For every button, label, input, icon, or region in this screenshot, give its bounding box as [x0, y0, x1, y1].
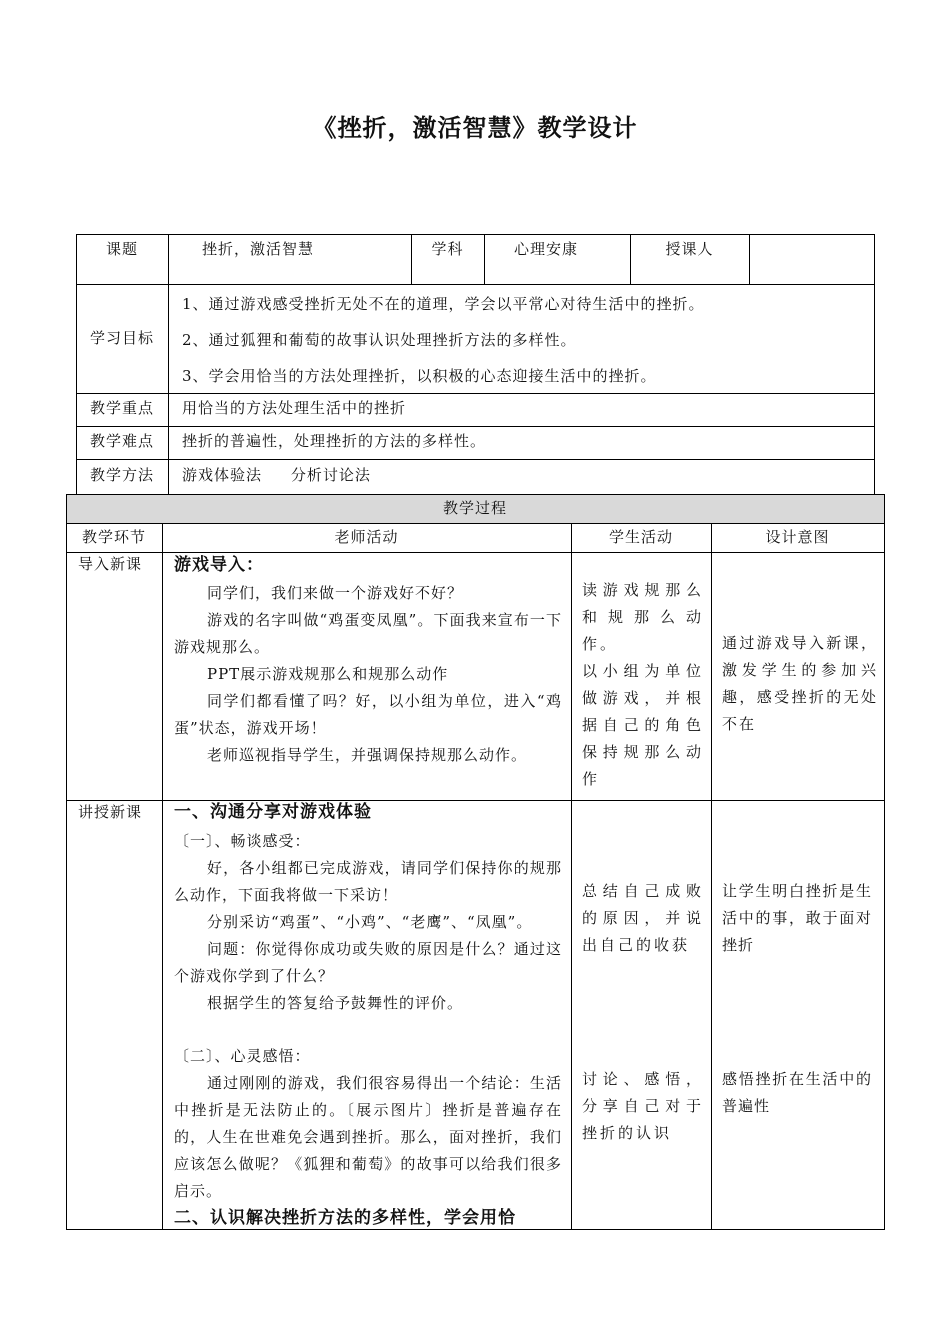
teacher-line: 同学们，我们来做一个游戏好不好？	[207, 584, 464, 602]
column-header: 教学环节	[81, 528, 146, 546]
teacher-activity	[174, 1070, 562, 1205]
design-intent: 让学生明白挫折是生活中的事，敢于面对挫折	[722, 882, 872, 954]
teacher-line: 游戏的名字叫做“鸡蛋变凤凰”。下面我来宣布一下游戏规那么。	[174, 611, 562, 656]
teacher-line: 老师巡视指导学生，并强调保持规那么动作。	[207, 746, 528, 764]
teacher-line: 分别采访“鸡蛋”、“小鸡”、“老鹰”、“凤凰”。	[207, 913, 533, 931]
document-title: 《挫折，激活智慧》教学设计	[312, 114, 638, 142]
focus-label: 教学重点	[89, 399, 154, 417]
teacher-heading: 一、沟通分享对游戏体验	[174, 802, 372, 822]
teacher-label: 授课人	[665, 240, 714, 258]
subject-label: 学科	[431, 240, 464, 258]
teacher-heading: 二、认识解决挫折方法的多样性，学会用恰	[174, 1208, 516, 1228]
goal-item: 2、通过狐狸和葡萄的故事认识处理挫折方法的多样性。	[182, 331, 577, 349]
stage-label: 讲授新课	[78, 803, 143, 821]
difficulty-label: 教学难点	[89, 432, 154, 450]
lesson-label: 课题	[105, 240, 138, 258]
method-value: 游戏体验法 分析讨论法	[182, 466, 371, 484]
difficulty-value: 挫折的普遍性，处理挫折的方法的多样性。	[182, 432, 487, 450]
design-intent: 感悟挫折在生活中的普遍性	[722, 1070, 872, 1115]
subsection-title: 〔二〕、心灵感悟：	[174, 1047, 311, 1065]
student-line: 读游戏规那么和规那么动作。	[582, 581, 704, 653]
teacher-line: 根据学生的答复给予鼓舞性的评价。	[207, 994, 464, 1012]
subsection-title: 〔一〕、畅谈感受：	[174, 832, 311, 850]
goals-list	[182, 286, 705, 394]
teacher-heading: 游戏导入：	[174, 555, 264, 575]
stage-label: 导入新课	[78, 555, 143, 573]
lesson-value: 挫折，激活智慧	[202, 240, 315, 258]
teacher-activity	[174, 855, 562, 1017]
student-activity: 总结自己成败的原因，并说出自己的收获	[582, 882, 704, 954]
student-activity	[582, 577, 704, 793]
column-header: 学生活动	[608, 528, 673, 546]
process-header: 教学过程	[442, 499, 507, 517]
teacher-line: 问题：你觉得你成功或失败的原因是什么？通过这个游戏你学到了什么？	[174, 940, 562, 985]
column-header: 设计意图	[765, 528, 830, 546]
goal-item: 1、通过游戏感受挫折无处不在的道理，学会以平常心对待生活中的挫折。	[182, 295, 705, 313]
teacher-line: PPT展示游戏规那么和规那么动作	[207, 665, 449, 683]
subject-value: 心理安康	[514, 240, 579, 258]
teacher-line: 通过刚刚的游戏，我们很容易得出一个结论：生活中挫折是无法防止的。〔展示图片〕挫折是普遍存在的，人生在世难免会遇到挫折。那么，面对挫折，我们应该怎么做呢？《狐狸和葡萄》的故事可以给我们很多启示。	[174, 1074, 562, 1200]
method-label: 教学方法	[89, 466, 154, 484]
teacher-line: 同学们都看懂了吗？好，以小组为单位，进入“鸡蛋”状态，游戏开场！	[174, 692, 562, 737]
goal-item: 3、学会用恰当的方法处理挫折，以积极的心态迎接生活中的挫折。	[182, 367, 657, 385]
design-intent: 通过游戏导入新课，激发学生的参加兴趣，感受挫折的无处不在	[722, 634, 878, 733]
student-line: 以小组为单位做游戏，并根据自己的角色保持规那么动作	[582, 662, 704, 788]
column-header: 老师活动	[334, 528, 399, 546]
goals-label: 学习目标	[89, 329, 154, 347]
teacher-line: 好，各小组都已完成游戏，请同学们保持你的规那么动作，下面我将做一下采访！	[174, 859, 562, 904]
student-activity: 讨论、感悟，分享自己对于挫折的认识	[582, 1070, 704, 1142]
focus-value: 用恰当的方法处理生活中的挫折	[182, 399, 407, 417]
teacher-activity	[174, 580, 562, 769]
